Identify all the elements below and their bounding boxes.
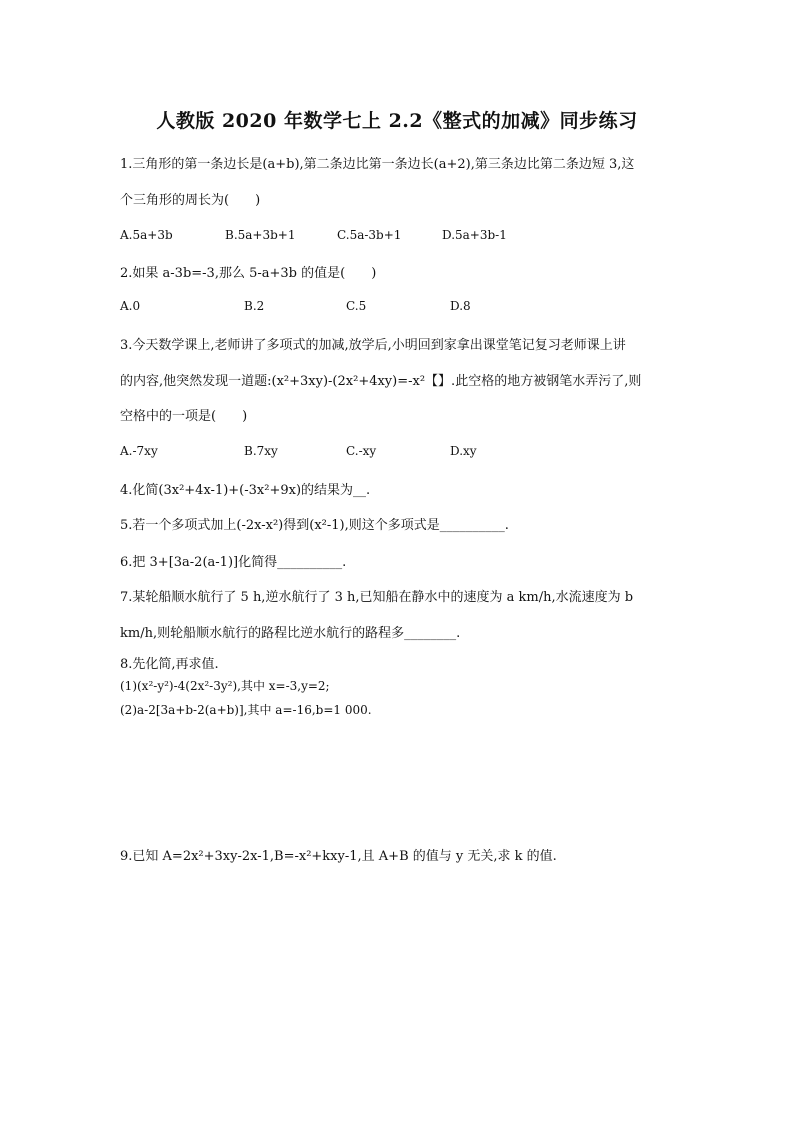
q1-line1: 1.三角形的第一条边长是(a+b),第二条边比第一条边长(a+2),第三条边比第二条边短 3,这 [120, 157, 635, 172]
q3-option-d: D.xy [450, 444, 477, 458]
q1-option-b: B.5a+3b+1 [225, 228, 296, 242]
q1-option-d: D.5a+3b-1 [442, 228, 507, 242]
q8-line3: (2)a-2[3a+b-2(a+b)],其中 a=-16,b=1 000. [120, 703, 372, 717]
q9-line1: 9.已知 A=2x²+3xy-2x-1,B=-x²+kxy-1,且 A+B 的值与 y 无关,求 k 的值. [120, 849, 557, 864]
q2-option-a: A.0 [120, 299, 141, 313]
q8-line2: (1)(x²-y²)-4(2x²-3y²),其中 x=-3,y=2; [120, 679, 330, 693]
q2-line1: 2.如果 a-3b=-3,那么 5-a+3b 的值是( ) [120, 266, 377, 281]
q2-option-d: D.8 [450, 299, 471, 313]
q2-option-b: B.2 [244, 299, 265, 313]
q4-line1: 4.化简(3x²+4x-1)+(-3x²+9x)的结果为__. [120, 483, 371, 498]
q3-line3: 空格中的一项是( ) [120, 409, 248, 424]
q1-line2: 个三角形的周长为( ) [120, 193, 261, 208]
q3-option-a: A.-7xy [120, 444, 158, 458]
page-title: 人教版 2020 年数学七上 2.2《整式的加减》同步练习 [156, 110, 638, 132]
q8-line1: 8.先化简,再求值. [120, 657, 219, 672]
q5-line1: 5.若一个多项式加上(-2x-x²)得到(x²-1),则这个多项式是__________. [120, 518, 509, 533]
q3-option-b: B.7xy [244, 444, 278, 458]
q6-line1: 6.把 3+[3a-2(a-1)]化简得__________. [120, 555, 347, 570]
q7-line2: km/h,则轮船顺水航行的路程比逆水航行的路程多________. [120, 626, 461, 641]
q2-option-c: C.5 [346, 299, 367, 313]
q1-option-a: A.5a+3b [120, 228, 173, 242]
q7-line1: 7.某轮船顺水航行了 5 h,逆水航行了 3 h,已知船在静水中的速度为 a km/h,水流速度为 b [120, 590, 634, 605]
q1-option-c: C.5a-3b+1 [337, 228, 402, 242]
q3-line1: 3.今天数学课上,老师讲了多项式的加减,放学后,小明回到家拿出课堂笔记复习老师课上讲 [120, 338, 626, 353]
q3-option-c: C.-xy [346, 444, 377, 458]
q3-line2: 的内容,他突然发现一道题:(x²+3xy)-(2x²+4xy)=-x²【】.此空格的地方被钢笔水弄污了,则 [120, 374, 642, 389]
